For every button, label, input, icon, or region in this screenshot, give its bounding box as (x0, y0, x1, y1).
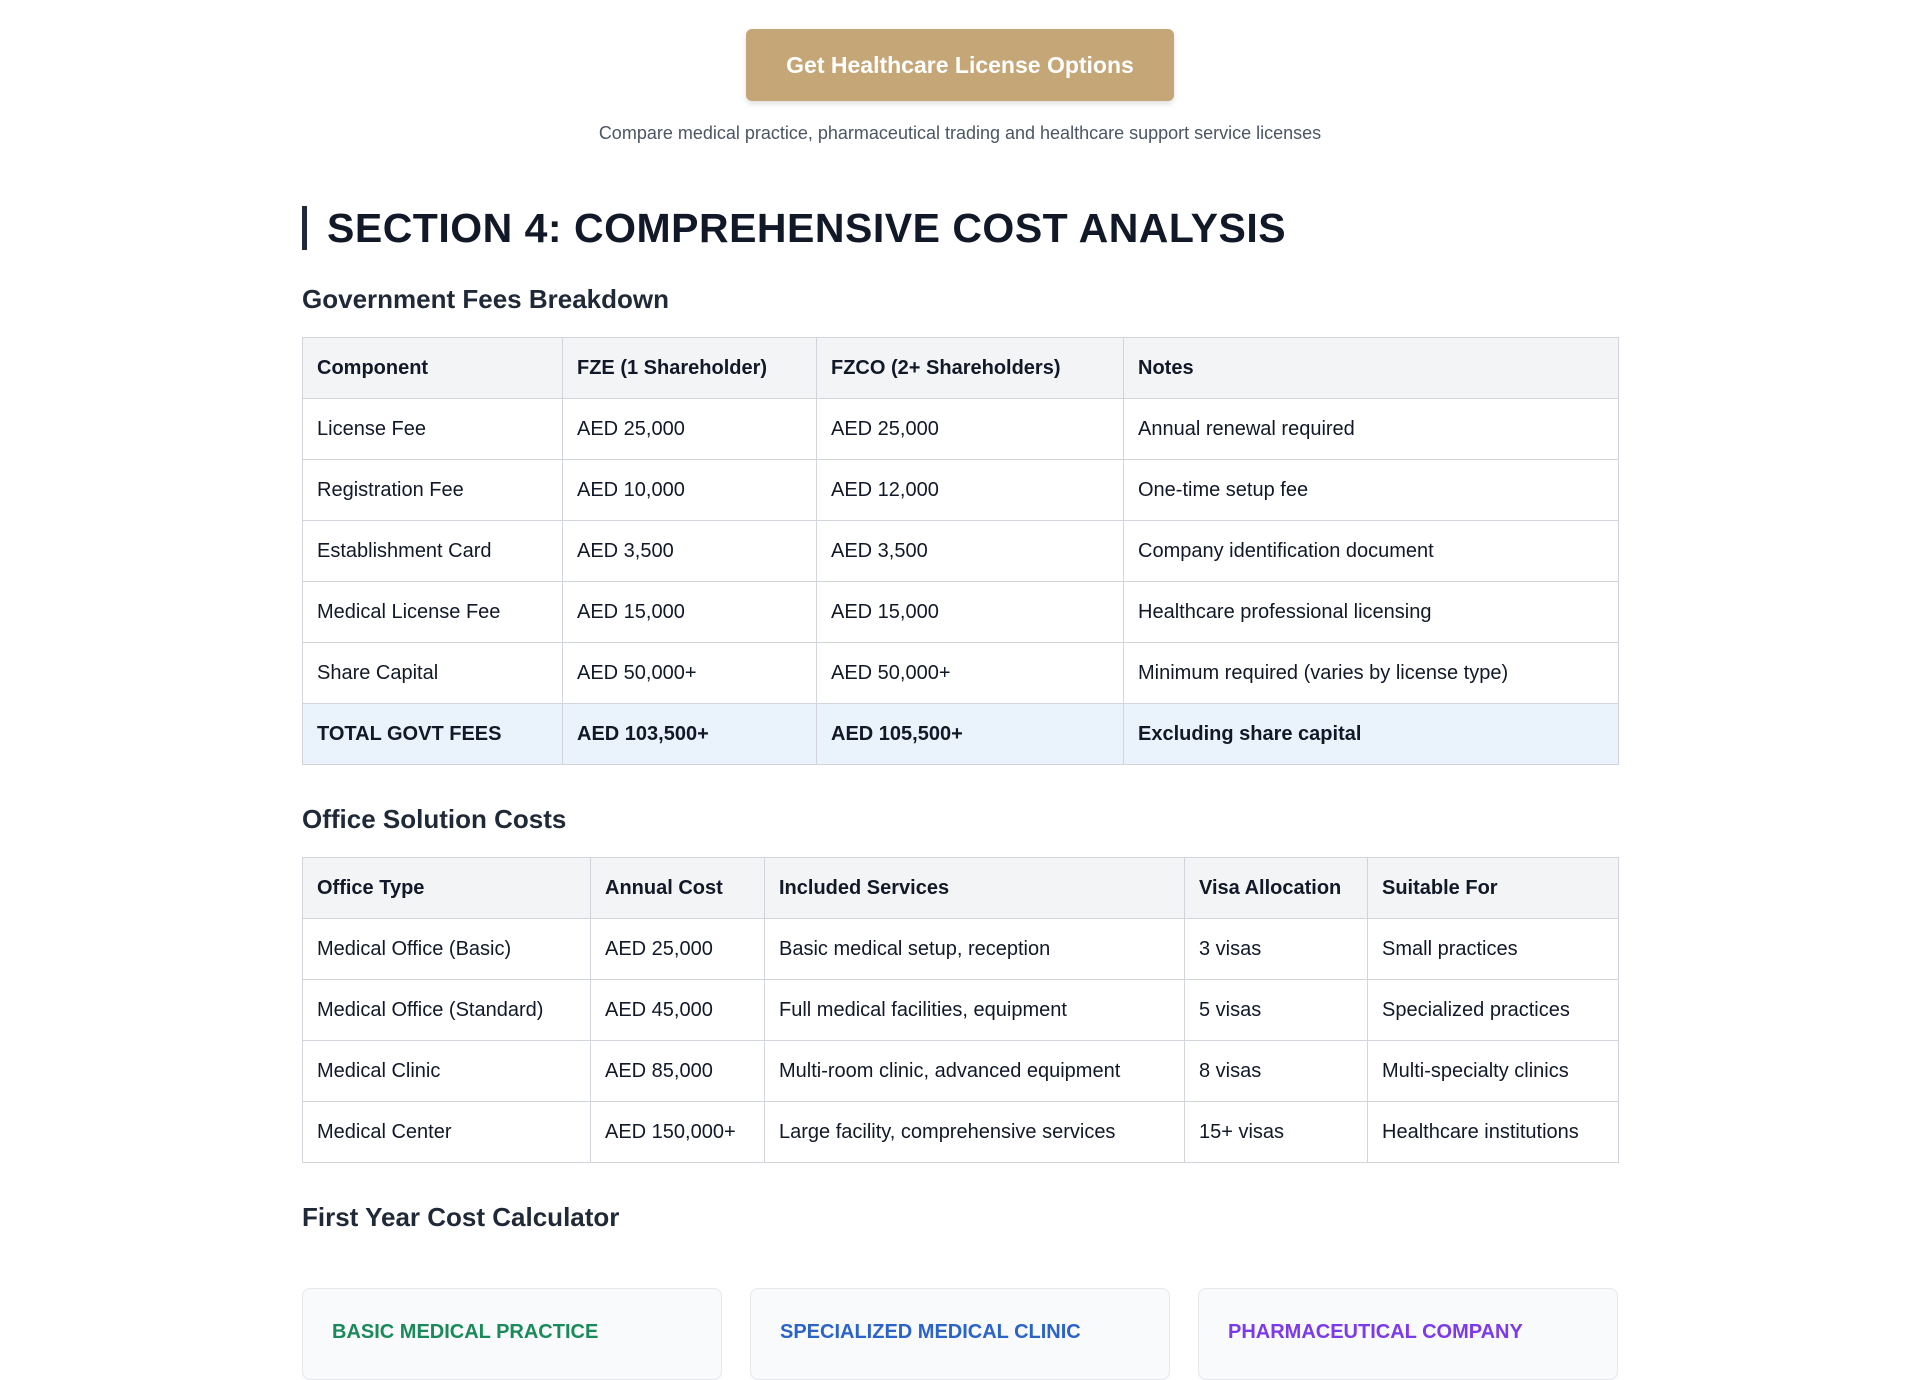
table-cell: Establishment Card (303, 521, 563, 582)
table-cell: Share Capital (303, 643, 563, 704)
table-cell: 3 visas (1185, 919, 1368, 980)
table-cell: Annual renewal required (1124, 399, 1619, 460)
table-row (303, 582, 1619, 643)
table-cell: Registration Fee (303, 460, 563, 521)
table-cell: Multi-specialty clinics (1368, 1041, 1619, 1102)
column-header: Suitable For (1368, 858, 1619, 919)
column-header: Notes (1124, 338, 1619, 399)
column-header: FZE (1 Shareholder) (563, 338, 817, 399)
get-license-options-button[interactable]: Get Healthcare License Options (746, 29, 1174, 101)
table-row (303, 980, 1619, 1041)
table-header-row (303, 338, 1619, 399)
cost-calculator-heading: First Year Cost Calculator (302, 1202, 620, 1232)
table-cell: AED 85,000 (591, 1041, 765, 1102)
table-cell: 8 visas (1185, 1041, 1368, 1102)
table-row (303, 460, 1619, 521)
table-cell: AED 150,000+ (591, 1102, 765, 1163)
card-specialized-medical-clinic[interactable] (750, 1288, 1170, 1380)
table-cell: AED 12,000 (817, 460, 1124, 521)
card-title: SPECIALIZED MEDICAL CLINIC (780, 1321, 1081, 1343)
table-cell: Medical Office (Standard) (303, 980, 591, 1041)
table-row (303, 1102, 1619, 1163)
table-cell: One-time setup fee (1124, 460, 1619, 521)
card-title: BASIC MEDICAL PRACTICE (332, 1321, 599, 1343)
table-cell: Healthcare professional licensing (1124, 582, 1619, 643)
table-cell: AED 50,000+ (817, 643, 1124, 704)
column-header: Annual Cost (591, 858, 765, 919)
table-cell: AED 25,000 (591, 919, 765, 980)
column-header: Office Type (303, 858, 591, 919)
table-cell: AED 15,000 (563, 582, 817, 643)
table-cell: Medical Clinic (303, 1041, 591, 1102)
table-cell: AED 25,000 (563, 399, 817, 460)
column-header: Included Services (765, 858, 1185, 919)
cta-subtext: Compare medical practice, pharmaceutical trading and healthcare support service licenses (598, 123, 1322, 143)
cta-area (302, 0, 1618, 101)
table-cell: Minimum required (varies by license type) (1124, 643, 1619, 704)
table-cell: Medical License Fee (303, 582, 563, 643)
column-header: FZCO (2+ Shareholders) (817, 338, 1124, 399)
table-row (303, 399, 1619, 460)
table-row (303, 643, 1619, 704)
card-title: PHARMACEUTICAL COMPANY (1228, 1321, 1523, 1343)
office-costs-heading: Office Solution Costs (302, 804, 567, 834)
table-cell: AED 50,000+ (563, 643, 817, 704)
table-cell: Medical Office (Basic) (303, 919, 591, 980)
table-cell: AED 105,500+ (817, 704, 1124, 765)
section-title: SECTION 4: COMPREHENSIVE COST ANALYSIS (302, 206, 1618, 250)
table-header-row (303, 858, 1619, 919)
table-row (303, 919, 1619, 980)
table-cell: Healthcare institutions (1368, 1102, 1619, 1163)
table-cell: Large facility, comprehensive services (765, 1102, 1185, 1163)
card-pharmaceutical-company[interactable] (1198, 1288, 1618, 1380)
gov-fees-table (302, 337, 1619, 765)
total-row (303, 704, 1619, 765)
table-row (303, 1041, 1619, 1102)
table-row (303, 521, 1619, 582)
table-cell: 15+ visas (1185, 1102, 1368, 1163)
table-cell: AED 3,500 (563, 521, 817, 582)
table-cell: Basic medical setup, reception (765, 919, 1185, 980)
column-header: Component (303, 338, 563, 399)
card-basic-medical-practice[interactable] (302, 1288, 722, 1380)
table-cell: Full medical facilities, equipment (765, 980, 1185, 1041)
calculator-cards (302, 1288, 1618, 1357)
table-cell: Excluding share capital (1124, 704, 1619, 765)
table-cell: Small practices (1368, 919, 1619, 980)
table-cell: AED 3,500 (817, 521, 1124, 582)
table-cell: AED 25,000 (817, 399, 1124, 460)
gov-fees-heading: Government Fees Breakdown (302, 284, 669, 314)
table-cell: Company identification document (1124, 521, 1619, 582)
table-cell: AED 45,000 (591, 980, 765, 1041)
table-cell: 5 visas (1185, 980, 1368, 1041)
table-cell: TOTAL GOVT FEES (303, 704, 563, 765)
table-cell: Specialized practices (1368, 980, 1619, 1041)
table-cell: License Fee (303, 399, 563, 460)
table-cell: AED 10,000 (563, 460, 817, 521)
table-cell: AED 103,500+ (563, 704, 817, 765)
main-content (302, 0, 1618, 1232)
office-costs-table (302, 857, 1619, 1163)
table-cell: AED 15,000 (817, 582, 1124, 643)
table-cell: Medical Center (303, 1102, 591, 1163)
column-header: Visa Allocation (1185, 858, 1368, 919)
table-cell: Multi-room clinic, advanced equipment (765, 1041, 1185, 1102)
